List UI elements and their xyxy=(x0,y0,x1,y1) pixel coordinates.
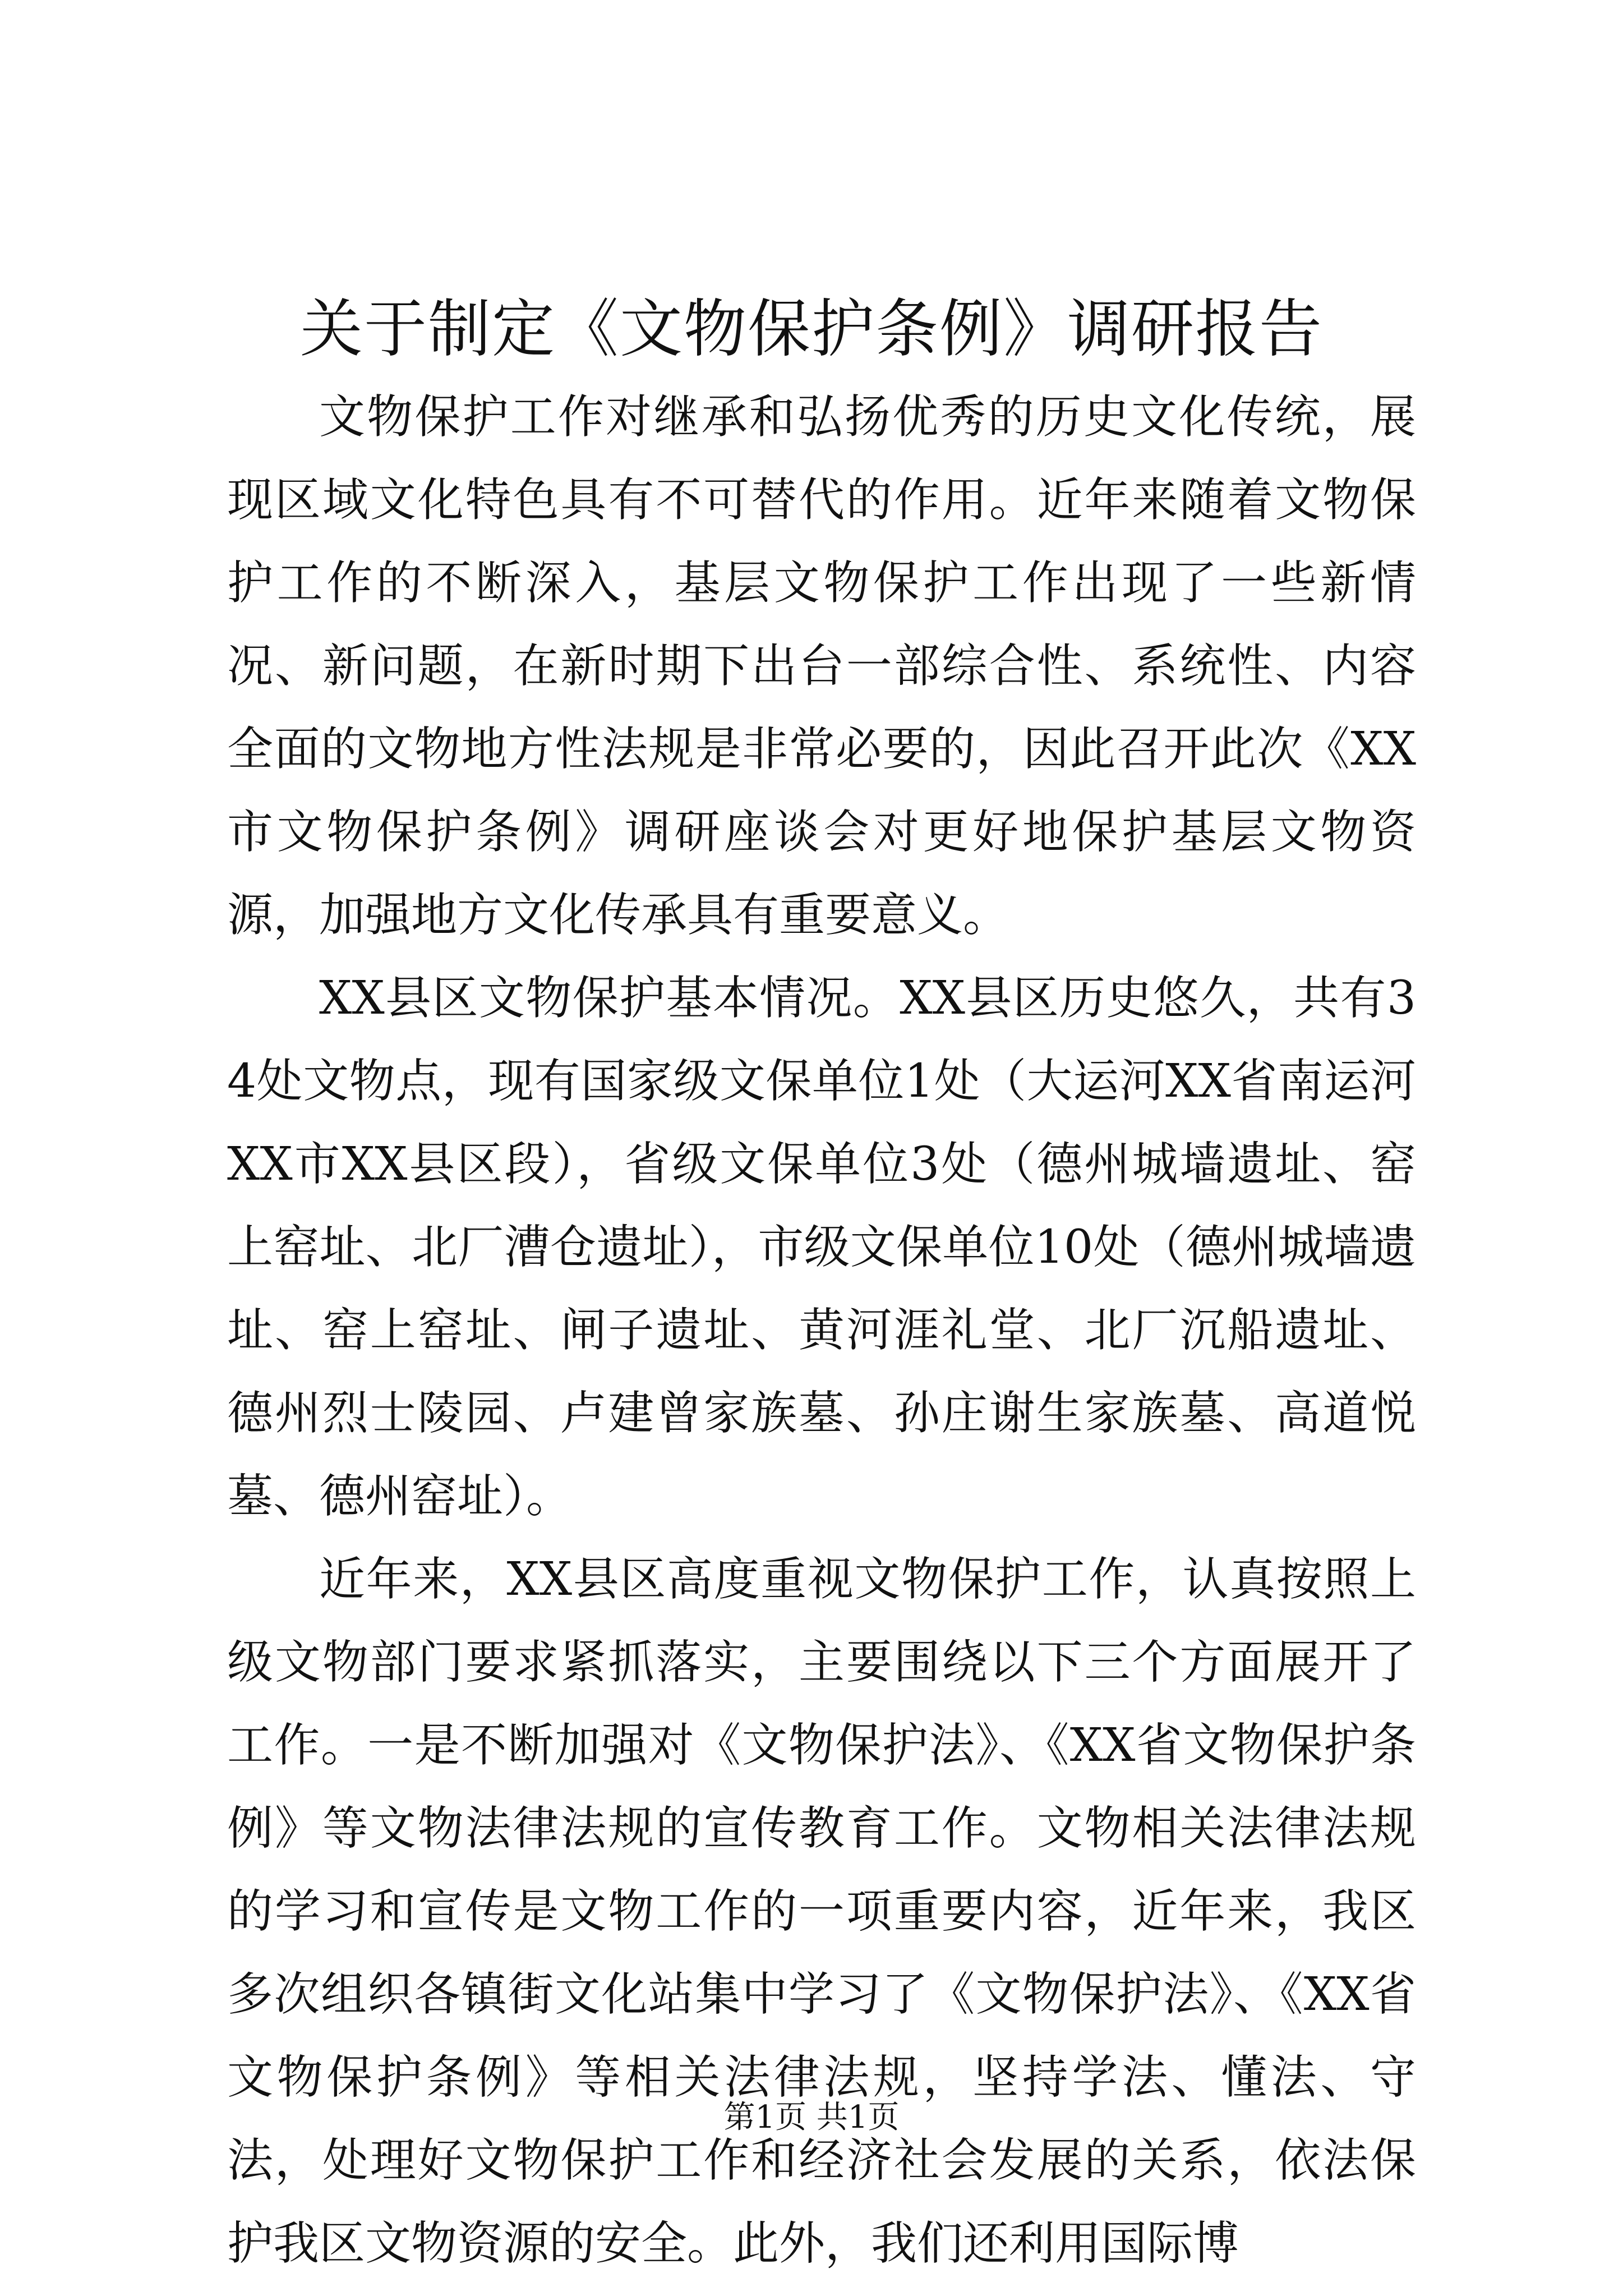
document-title: 关于制定《文物保护条例》调研报告 xyxy=(300,293,1323,366)
paragraph-intro: 文物保护工作对继承和弘扬优秀的历史文化传统，展现区域文化特色具有不可替代的作用。近年来随着文物保护工作的不断深入，基层文物保护工作出现了一些新情况、新问题，在新时期下出台一部综合性、系统性、内容全面的文物地方性法规是非常必要的，因此召开此次《XX市文物保护条例》调研座谈会对更好地保护基层文物资源，加强地方文化传承具有重要意义。 xyxy=(227,390,1416,942)
paragraph-basic-situation: XX县区文物保护基本情况。XX县区历史悠久，共有34处文物点，现有国家级文保单位1处（大运河XX省南运河XX市XX县区段），省级文保单位3处（德州城墙遗址、窑上窑址、北厂漕仓遗址），市级文保单位10处（德州城墙遗址、窑上窑址、闸子遗址、黄河涯礼堂、北厂沉船遗址、德州烈士陵园、卢建曾家族墓、孙庄谢生家族墓、高道悦墓、德州窑址）。 xyxy=(227,972,1416,1523)
document-body xyxy=(227,376,1416,2285)
page-number-footer: 第1页 共1页 xyxy=(723,2099,900,2136)
paragraph-recent-work: 近年来，XX县区高度重视文物保护工作，认真按照上级文物部门要求紧抓落实，主要围绕以下三个方面展开了工作。一是不断加强对《文物保护法》、《XX省文物保护条例》等文物法律法规的宣传教育工作。文物相关法律法规的学习和宣传是文物工作的一项重要内容，近年来，我区多次组织各镇街文化站集中学习了《文物保护法》、《XX省文物保护条例》等相关法律法规，坚持学法、懂法、守法，处理好文物保护工作和经济社会发展的关系，依法保护我区文物资源的安全。此外，我们还利用国际博 xyxy=(227,1553,1416,2270)
